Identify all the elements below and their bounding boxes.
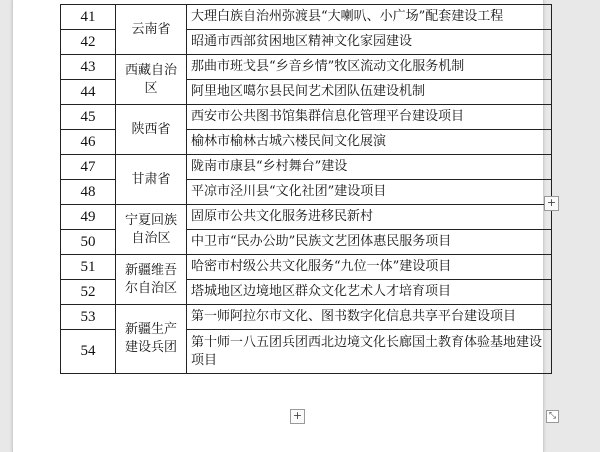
table-row [61, 5, 552, 30]
table-row [61, 255, 552, 280]
project-name: 昭通市西部贫困地区精神文化家园建设 [187, 30, 552, 55]
province-cell: 新疆维吾尔自治区 [116, 255, 187, 305]
row-number: 45 [61, 105, 116, 130]
province-cell: 新疆生产建设兵团 [116, 305, 187, 374]
project-name: 平凉市泾川县“文化社团”建设项目 [187, 180, 552, 205]
document-page [12, 0, 544, 452]
project-name: 陇南市康县“乡村舞台”建设 [187, 155, 552, 180]
project-name: 哈密市村级公共文化服务“九位一体”建设项目 [187, 255, 552, 280]
row-number: 46 [61, 130, 116, 155]
row-number: 42 [61, 30, 116, 55]
row-number: 49 [61, 205, 116, 230]
table-row [61, 155, 552, 180]
project-name: 第一师阿拉尔市文化、图书数字化信息共享平台建设项目 [187, 305, 552, 330]
project-name: 大理白族自治州弥渡县“大喇叭、小广场”配套建设工程 [187, 5, 552, 30]
row-number: 52 [61, 280, 116, 305]
project-name: 中卫市“民办公助”民族文艺团体惠民服务项目 [187, 230, 552, 255]
row-number: 48 [61, 180, 116, 205]
province-cell: 西藏自治区 [116, 55, 187, 105]
row-number: 53 [61, 305, 116, 330]
table-row [61, 55, 552, 80]
project-name: 固原市公共文化服务进移民新村 [187, 205, 552, 230]
project-name: 塔城地区边境地区群众文化艺术人才培育项目 [187, 280, 552, 305]
table-row [61, 305, 552, 330]
province-cell: 宁夏回族自治区 [116, 205, 187, 255]
row-number: 43 [61, 55, 116, 80]
project-name: 第十师一八五团兵团西北边境文化长廊国土教育体验基地建设项目 [187, 330, 552, 374]
row-number: 54 [61, 330, 116, 374]
project-table [60, 4, 552, 374]
add-row-button[interactable]: + [290, 409, 305, 424]
province-cell: 云南省 [116, 5, 187, 55]
row-number: 41 [61, 5, 116, 30]
province-cell: 甘肃省 [116, 155, 187, 205]
project-name: 榆林市榆林古城六楼民间文化展演 [187, 130, 552, 155]
row-number: 50 [61, 230, 116, 255]
project-name: 西安市公共图书馆集群信息化管理平台建设项目 [187, 105, 552, 130]
project-name: 阿里地区噶尔县民间艺术团队伍建设机制 [187, 80, 552, 105]
add-column-button[interactable]: + [544, 196, 559, 211]
table-row [61, 105, 552, 130]
table-resize-handle[interactable]: ⤡ [546, 410, 559, 423]
row-number: 51 [61, 255, 116, 280]
row-number: 44 [61, 80, 116, 105]
project-name: 那曲市班戈县“乡音乡情”牧区流动文化服务机制 [187, 55, 552, 80]
province-cell: 陕西省 [116, 105, 187, 155]
table-row [61, 205, 552, 230]
row-number: 47 [61, 155, 116, 180]
